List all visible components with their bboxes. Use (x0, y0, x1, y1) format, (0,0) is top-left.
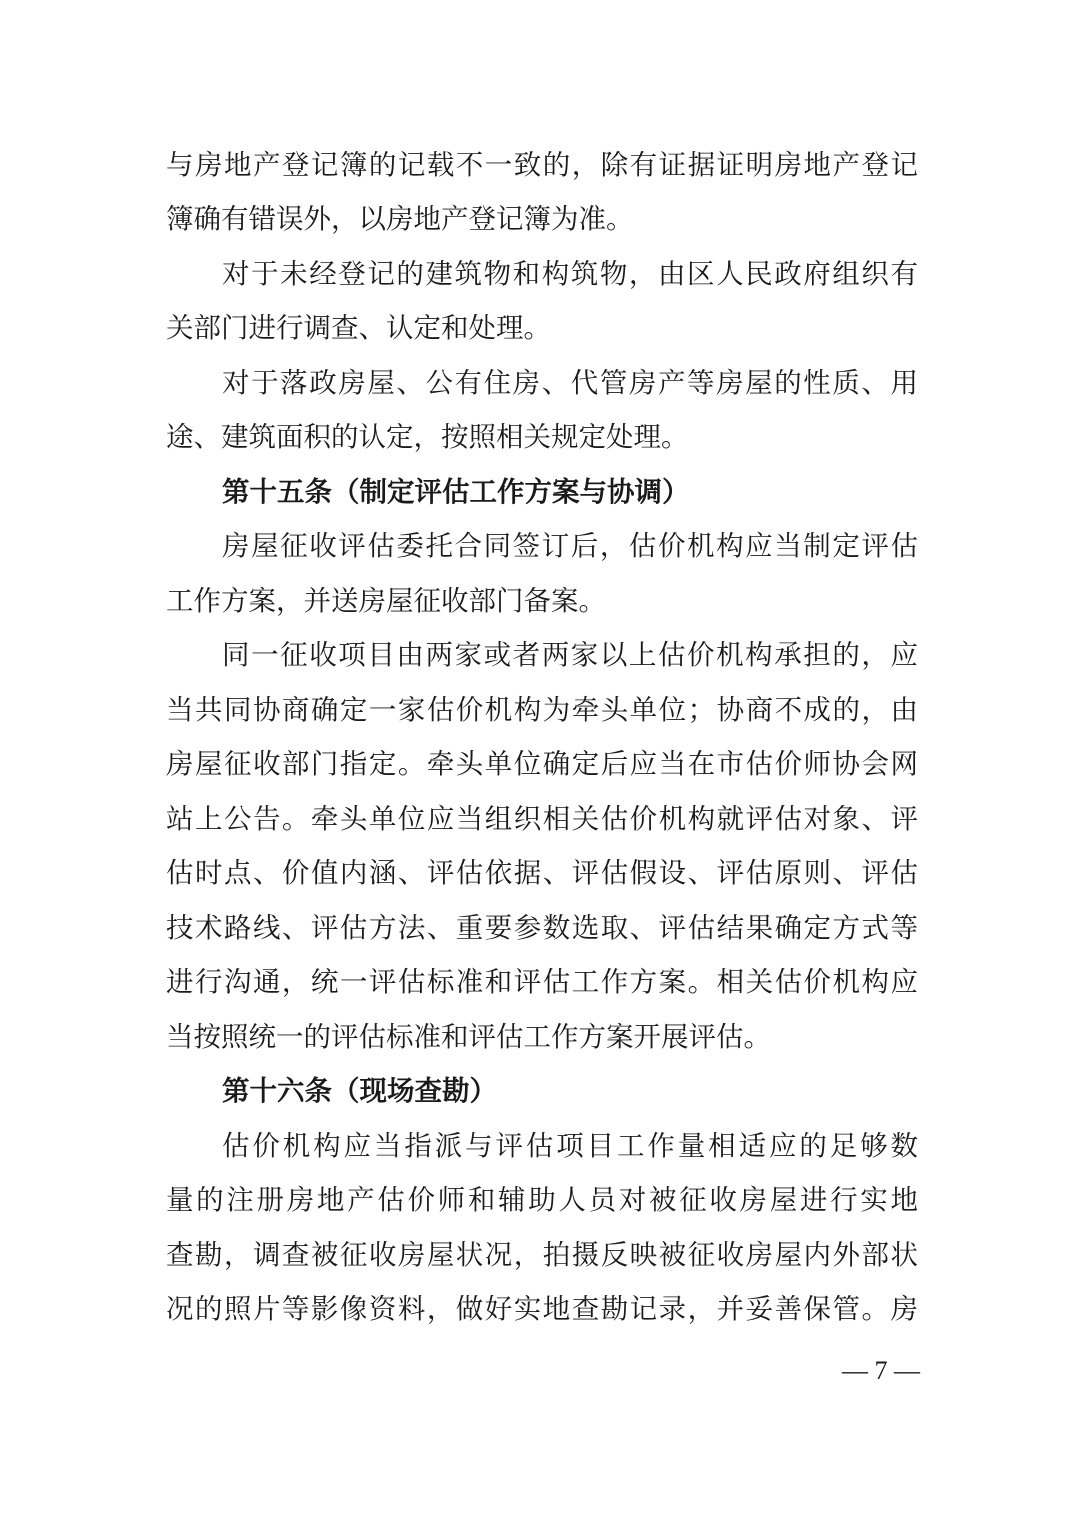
text-line: 关部门进行调查、认定和处理。 (166, 312, 551, 344)
text-line: 查勘，调查被征收房屋状况，拍摄反映被征收房屋内外部状 (166, 1239, 918, 1271)
text-line: 与房地产登记簿的记载不一致的，除有证据证明房地产登记 (166, 149, 918, 181)
page-number: — 7 — (842, 1356, 920, 1385)
article-heading-15: 第十五条（制定评估工作方案与协调） (222, 476, 690, 508)
article-heading-16: 第十六条（现场查勘） (222, 1075, 497, 1107)
text-line: 对于落政房屋、公有住房、代管房产等房屋的性质、用 (222, 367, 918, 399)
text-line: 技术路线、评估方法、重要参数选取、评估结果确定方式等 (166, 912, 918, 944)
text-line: 估价机构应当指派与评估项目工作量相适应的足够数 (222, 1130, 918, 1162)
text-line: 房屋征收评估委托合同签订后，估价机构应当制定评估 (222, 530, 918, 562)
text-line: 进行沟通，统一评估标准和评估工作方案。相关估价机构应 (166, 966, 918, 998)
text-line: 量的注册房地产估价师和辅助人员对被征收房屋进行实地 (166, 1184, 918, 1216)
text-line: 房屋征收部门指定。牵头单位确定后应当在市估价师协会网 (166, 748, 918, 780)
text-line: 当共同协商确定一家估价机构为牵头单位；协商不成的，由 (166, 694, 918, 726)
text-line: 况的照片等影像资料，做好实地查勘记录，并妥善保管。房 (166, 1293, 918, 1325)
text-line: 途、建筑面积的认定，按照相关规定处理。 (166, 421, 689, 453)
text-line: 工作方案，并送房屋征收部门备案。 (166, 585, 606, 617)
text-line: 同一征收项目由两家或者两家以上估价机构承担的，应 (222, 639, 918, 671)
text-line: 站上公告。牵头单位应当组织相关估价机构就评估对象、评 (166, 803, 918, 835)
text-line: 估时点、价值内涵、评估依据、评估假设、评估原则、评估 (166, 857, 918, 889)
text-line: 簿确有错误外，以房地产登记簿为准。 (166, 203, 634, 235)
text-line: 当按照统一的评估标准和评估工作方案开展评估。 (166, 1021, 771, 1053)
text-line: 对于未经登记的建筑物和构筑物，由区人民政府组织有 (222, 258, 918, 290)
